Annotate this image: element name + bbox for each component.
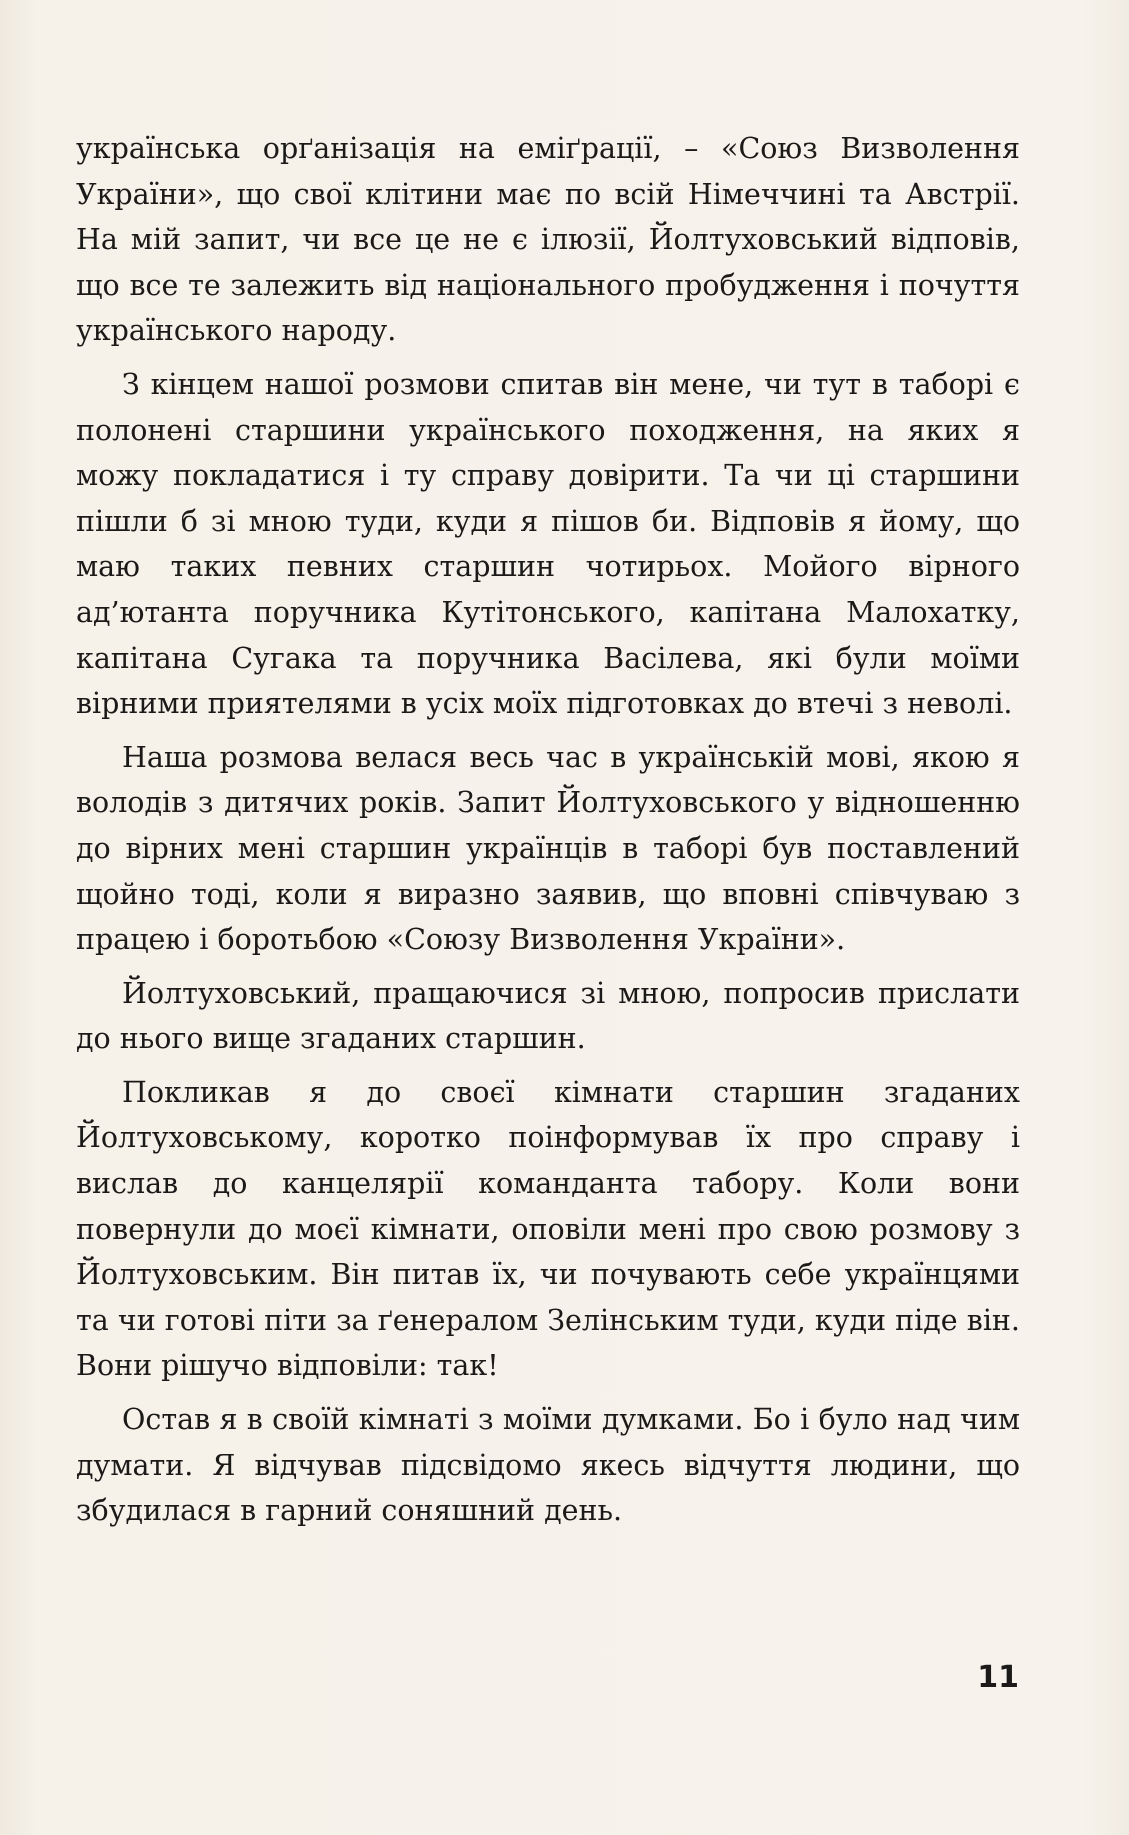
paragraph-1: українська орґанізація на еміґрації, – «Союз Визволення України», що свої клітини має по всій Німеччині та Австрії. На мій запит, чи все це не є ілюзії, Йолтуховський відповів, що все те залежить від національного пробудження і почуття українського народу. (76, 132, 1020, 348)
paragraph-4: Йолтуховський, пращаючися зі мною, попросив прислати до нього вище згаданих старшин. (76, 976, 1020, 1056)
paragraph-5: Покликав я до своєї кімнати старшин згаданих Йолтуховському, коротко поінформував їх про справу і вислав до канцелярії команданта табору. Коли вони повернули до моєї кімнати, оповіли мені про свою розмову з Йолтуховським. Він питав їх, чи почувають себе українцями та чи готові піти за ґенералом Зелінським туди, куди піде він. Вони рішучо відповіли: так! (76, 1075, 1020, 1383)
paragraph-2: З кінцем нашої розмови спитав він мене, чи тут в таборі є полонені старшини українського походження, на яких я можу покладатися і ту справу довірити. Та чи ці старшини пішли б зі мною туди, куди я пішов би. Відповів я йому, що маю таких певних старшин чотирьох. Мойого вірного ад’ютанта поручника Кутітонського, капітана Малохатку, капітана Сугака та поручника Васілева, які були моїми вірними приятелями в усіх моїх підготовках до втечі з неволі. (76, 367, 1020, 721)
page-number: 11 (977, 1660, 1019, 1695)
body-text (76, 126, 1020, 1534)
paragraph-6: Остав я в своїй кімнаті з моїми думками. Бо і було над чим думати. Я відчував підсвідомо якесь відчуття людини, що збудилася в гарний соняшний день. (76, 1403, 1020, 1528)
paragraph-3: Наша розмова велася весь час в українській мові, якою я володів з дитячих років. Запит Йолтуховського у відношенню до вірних мені старшин українців в таборі був поставлений щойно тоді, коли я виразно заявив, що вповні співчуваю з працею і боротьбою «Союзу Визволення України». (76, 740, 1020, 957)
